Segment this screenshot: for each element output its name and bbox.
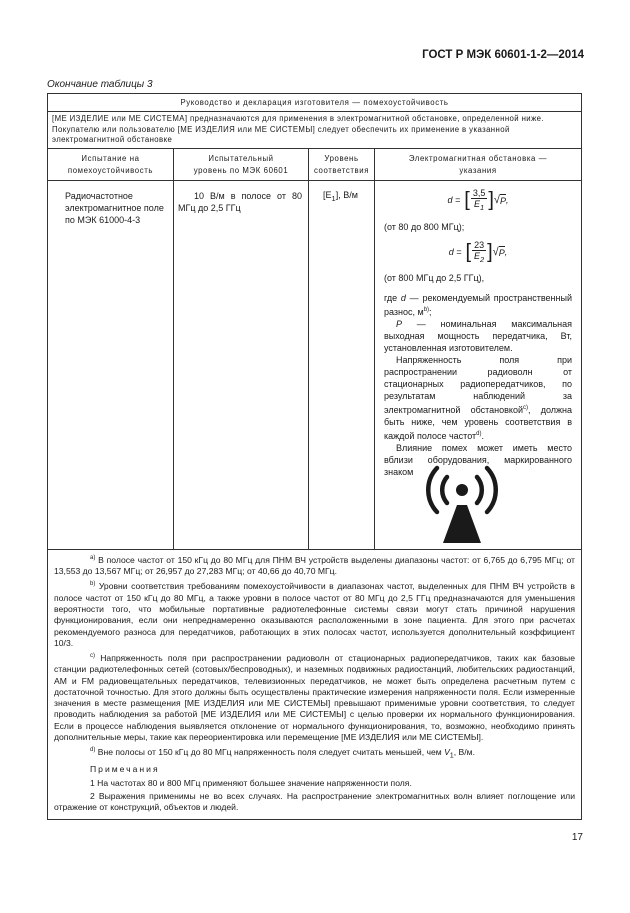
note-1: 1 На частотах 80 и 800 МГц применяют большее значение напряженности поля. — [90, 777, 412, 788]
table-header-row — [48, 149, 581, 181]
page-number: 17 — [571, 832, 583, 843]
formula-2-den-var: E — [473, 250, 480, 261]
where-text — [384, 292, 572, 318]
bracket-open-icon: [ — [465, 241, 472, 263]
footnote-b-mark: b) — [90, 581, 96, 588]
formula-1-numerator: 3,5 — [472, 187, 486, 198]
table-title: Руководство и декларация изготовителя — помехоустойчивость — [48, 94, 581, 112]
field-text-2: , должна быть ниже, чем уровень соответствия в каждой полосе частот — [384, 405, 572, 441]
where-end: ; — [429, 307, 432, 317]
footnote-d-mark: d) — [90, 747, 96, 754]
range-2: (от 800 МГц до 2,5 ГГц), — [384, 273, 485, 283]
footnote-b-text: Уровни соответствия требованиям помехоустойчивости в диапазонах частот, выделенных для ПНМ ВЧ устройств в полосе частот от 150 кГц до 80 МГц, а также уровни в полосе частот от 80 МГц до 2,5 ГГц предназначаются для уменьшения вероятности того, что мобильные портативные радиотелефонные системы связи могут стать причиной нарушения функционирования, если они непреднамеренно оказываются расположенными в зоне пациента. Для этого при расчетах рекомендуемого разноса для передатчиков, работающих в этих полосах частот, используется дополнительный коэффициент 10/3. — [54, 581, 575, 648]
formula-1 — [384, 185, 572, 215]
formula-2-den-sub: 2 — [480, 254, 485, 264]
document-code: ГОСТ Р МЭК 60601-1-2—2014 — [422, 49, 584, 61]
cell-environment — [375, 181, 581, 549]
formula-2-suffix: , — [504, 247, 508, 257]
cell-level: 10 В/м в полосе от 80 МГц до 2,5 ГГц — [174, 181, 309, 549]
where-footnote-ref: b) — [423, 307, 430, 313]
field-text-3: . — [481, 431, 484, 441]
sqrt-icon: √ — [492, 246, 499, 258]
field-footnote-d: d) — [476, 431, 482, 437]
bracket-open-icon: [ — [464, 189, 470, 211]
immunity-table — [47, 93, 582, 820]
compliance-sub: 1 — [331, 193, 336, 203]
table-row-rf-field — [48, 181, 581, 550]
footnote-d-var: V — [444, 747, 450, 758]
footnote-c-mark: c) — [90, 653, 95, 660]
bracket-close-icon: ] — [487, 241, 493, 263]
footnote-a — [54, 553, 575, 577]
footnote-b — [54, 579, 575, 649]
formula-1-lhs: d = — [447, 195, 461, 205]
compliance-tail: ], В/м — [335, 190, 358, 200]
cell-test: Радиочастотное электромагнитное поле по МЭК 61000-4-3 — [48, 181, 174, 549]
power-text — [384, 318, 572, 354]
compliance-main: [E — [323, 190, 332, 200]
field-strength-text — [384, 354, 572, 442]
footnote-d-sub: 1 — [449, 751, 454, 760]
range-1: (от 80 до 800 МГц); — [384, 222, 465, 232]
col-header-test: Испытание на помехоустойчивость — [48, 149, 174, 180]
note-2: 2 Выражения применимы не во всех случаях. На распространение электромагнитных волн влияет поглощение или отражение от конструкций, объектов и людей. — [54, 790, 575, 813]
where-var-d: d — [400, 293, 406, 303]
formula-1-fraction — [471, 188, 488, 213]
formula-1-root: P — [499, 195, 506, 206]
formula-2-root: P — [498, 247, 505, 258]
power-var: P — [396, 319, 403, 329]
where-prefix: где — [384, 293, 398, 303]
col-header-environment: Электромагнитная обстановка — указания — [408, 154, 548, 175]
field-text-1: Напряженность поля при распространении радиоволн от стационарных радиопередатчиков, по результатам наблюдений за электромагнитной обстановкой — [384, 355, 572, 415]
interference-text: Влияние помех может иметь место вблизи оборудования, маркированного знаком — [384, 443, 572, 477]
notes-title: Примечания — [90, 764, 160, 775]
field-footnote-c: c) — [523, 405, 529, 411]
sqrt-icon: √ — [493, 194, 500, 206]
formula-2-denominator — [474, 251, 484, 265]
formula-2-fraction — [472, 240, 486, 265]
formula-1-suffix: , — [505, 195, 509, 205]
formula-1-den-sub: 1 — [480, 202, 485, 212]
formula-1-denominator — [474, 199, 484, 213]
power-description: — номинальная максимальная выходная мощность передатчика, Вт, установленная изготовителем. — [384, 319, 572, 353]
formula-2-numerator: 23 — [474, 239, 485, 250]
bracket-close-icon: ] — [488, 189, 494, 211]
footnote-c — [54, 651, 575, 743]
table-footnotes — [48, 550, 581, 813]
cell-compliance — [309, 181, 375, 549]
col-header-level: Испытательный уровень по МЭК 60601 — [174, 149, 309, 180]
formula-2-lhs: d = — [448, 247, 462, 257]
footnote-d — [54, 745, 575, 762]
footnote-a-text: В полосе частот от 150 кГц до 80 МГц для ПНМ ВЧ устройств выделены диапазоны частот: от 6,765 до 6,795 МГц; от 13,553 до 13,567 МГц; от 26,957 до 27,283 МГц; от 40,66 до 40,70 МГц. — [54, 554, 575, 577]
formula-1-den-var: E — [473, 198, 480, 209]
footnote-c-text: Напряженность поля при распространении радиоволн от стационарных радиопередатчиков, таких как базовые станции радиотелефонных сетей (сотовых/беспроводных), и наземных подвижных радиостанций, любительских радиостанций, АМ и FM радиовещательных передатчиков, телевизионных передатчиков, не может быть определена расчетным путем с достаточной точностью. Для этого должны быть осуществлены практические измерения напряженности поля. Если измеренные значения в месте размещения [МЕ ИЗДЕЛИЯ или МЕ СИСТЕМЫ] превышают применимые уровни соответствия, то следует проводить наблюдения за работой [МЕ ИЗДЕЛИЯ или МЕ СИСТЕМЫ] с целью проверки их нормального функционирования. Если в процессе наблюдения выявляется отклонение от нормального функционирования, то, возможно, необходимо принять дополнительные меры, такие как переориентировка или перемещение [МЕ ИЗДЕЛИЯ или МЕ СИСТЕМЫ]. — [54, 652, 575, 743]
footnote-a-mark: a) — [90, 555, 96, 561]
footnote-d-text: Вне полосы от 150 кГц до 80 МГц напряженность поля следует считать меньшей, чем — [95, 747, 445, 758]
table-caption: Окончание таблицы 3 — [47, 79, 153, 90]
non-ionizing-radiation-icon — [417, 463, 507, 553]
footnote-d-tail: , В/м. — [453, 747, 475, 758]
table-intro: [МЕ ИЗДЕЛИЕ или МЕ СИСТЕМА] предназначаются для применения в электромагнитной обстановке, определенной ниже. Покупателю или пользователю [МЕ ИЗДЕЛИЯ или МЕ СИСТЕМЫ] следует обеспечить их применение в указанной электромагнитной обстановке — [48, 112, 581, 149]
formula-2 — [384, 237, 572, 267]
where-description: — рекомендуемый пространственный разнос, м — [384, 293, 572, 317]
col-header-compliance: Уровень соответствия — [309, 149, 375, 180]
